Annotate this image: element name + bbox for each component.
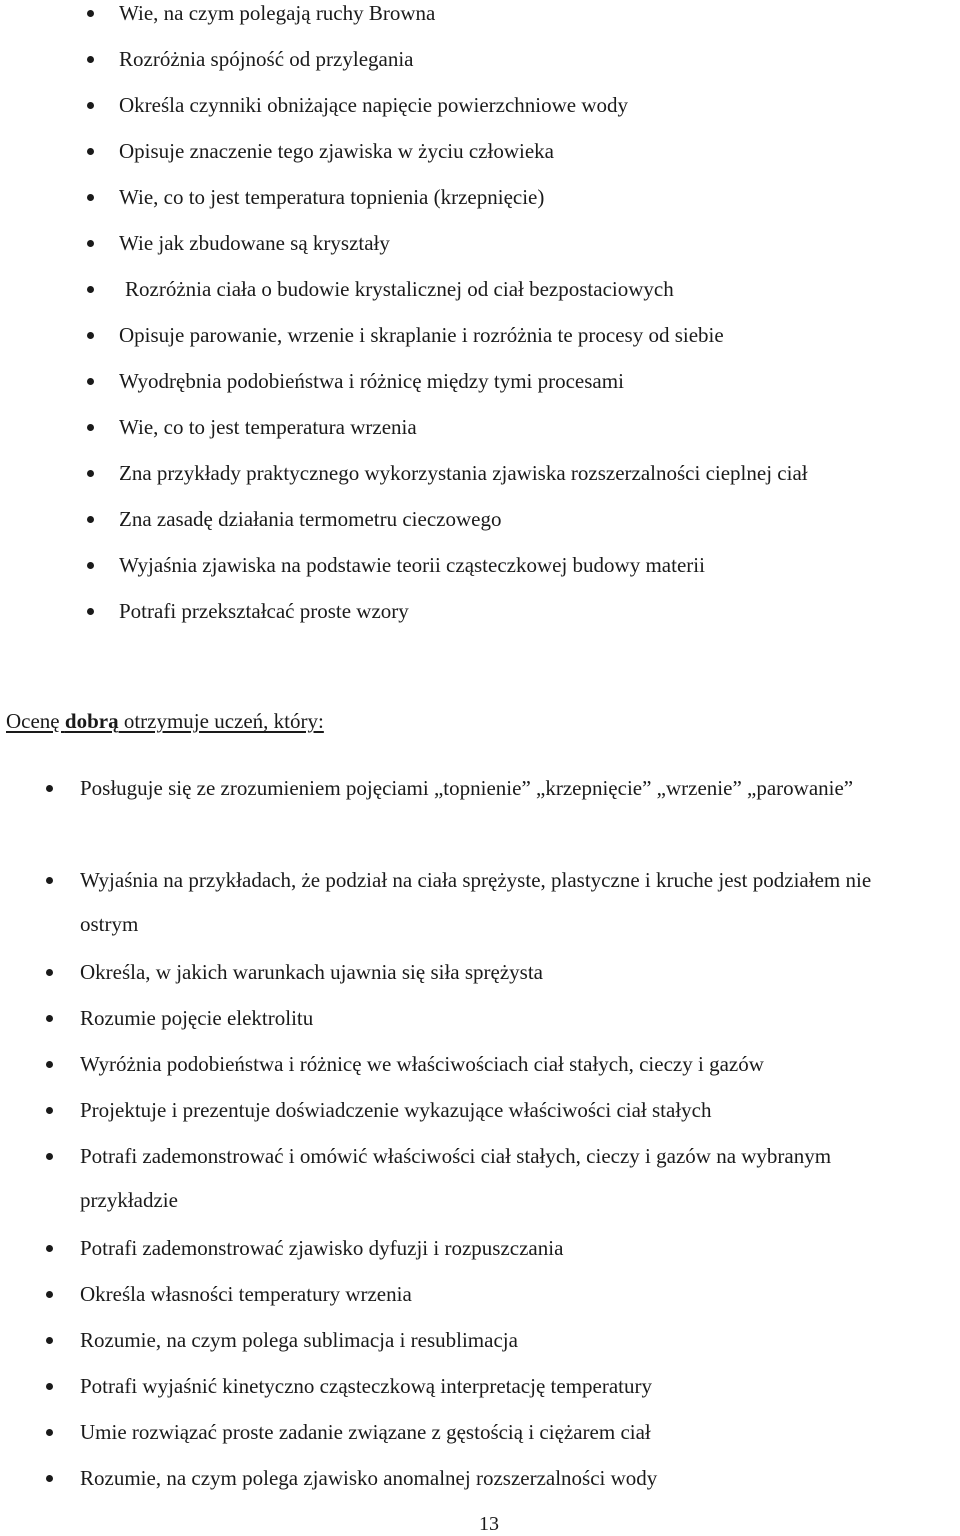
list-item-text: Wie, co to jest temperatura topnienia (krzepnięcie) (119, 185, 545, 209)
list-item-text: Wie jak zbudowane są kryształy (119, 231, 390, 255)
list-item-text: Potrafi wyjaśnić kinetyczno cząsteczkową interpretację temperatury (80, 1374, 652, 1398)
bullet-icon (87, 10, 94, 17)
bullet-icon (87, 470, 94, 477)
list-item-text: Wyjaśnia zjawiska na podstawie teorii cząsteczkowej budowy materii (119, 553, 705, 577)
list-item-text: Wie, na czym polegają ruchy Browna (119, 1, 436, 25)
list-item-text: Opisuje znaczenie tego zjawiska w życiu człowieka (119, 139, 554, 163)
bullet-icon (87, 102, 94, 109)
bullet-icon (87, 378, 94, 385)
bullet-icon (46, 1245, 53, 1252)
bullet-icon (46, 785, 53, 792)
bullet-icon (46, 1291, 53, 1298)
bullet-icon (87, 516, 94, 523)
list-item-text: Rozumie, na czym polega zjawisko anomalnej rozszerzalności wody (80, 1466, 658, 1490)
heading-prefix: Ocenę (6, 709, 65, 733)
heading-suffix: otrzymuje uczeń, który: (118, 709, 324, 733)
list-item-text: Wyodrębnia podobieństwa i różnicę między tymi procesami (119, 369, 624, 393)
bullet-icon (87, 56, 94, 63)
bullet-icon (46, 1429, 53, 1436)
list-item-text: Zna przykłady praktycznego wykorzystania zjawiska rozszerzalności cieplnej ciał (119, 461, 808, 485)
list-item-text: Określa, w jakich warunkach ujawnia się siła sprężysta (80, 960, 544, 984)
list-item-text: Umie rozwiązać proste zadanie związane z gęstością i ciężarem ciał (80, 1420, 651, 1444)
list-item-text: Wyjaśnia na przykładach, że podział na ciała sprężyste, plastyczne i kruche jest podziałem nie ostrym (80, 868, 872, 936)
list-item-text: Wie, co to jest temperatura wrzenia (119, 415, 417, 439)
bullet-icon (87, 424, 94, 431)
bullet-icon (87, 332, 94, 339)
grade-label: dobrą (64, 709, 119, 733)
bullet-icon (46, 877, 53, 884)
bullet-icon (46, 1107, 53, 1114)
list-item-text: Rozróżnia spójność od przylegania (119, 47, 414, 71)
bullet-icon (46, 1015, 53, 1022)
bullet-icon (87, 608, 94, 615)
list-item-text: Opisuje parowanie, wrzenie i skraplanie i rozróżnia te procesy od siebie (119, 323, 724, 347)
list-item-text: Określa czynniki obniżające napięcie powierzchniowe wody (119, 93, 629, 117)
list-item-text: Potrafi zademonstrować zjawisko dyfuzji i rozpuszczania (80, 1236, 564, 1260)
bullet-icon (87, 194, 94, 201)
bullet-icon (87, 562, 94, 569)
bullet-icon (46, 969, 53, 976)
list-item-text: Rozróżnia ciała o budowie krystalicznej od ciał bezpostaciowych (125, 277, 674, 301)
section-heading (6, 707, 324, 735)
bullet-icon (46, 1383, 53, 1390)
list-item-text: Wyróżnia podobieństwa i różnicę we właściwościach ciał stałych, cieczy i gazów (80, 1052, 764, 1076)
list-item-text: Posługuje się ze zrozumieniem pojęciami „topnienie” „krzepnięcie” „wrzenie” „parowanie” (80, 776, 854, 800)
list-item-text: Projektuje i prezentuje doświadczenie wykazujące właściwości ciał stałych (80, 1098, 712, 1122)
list-item-text: Rozumie, na czym polega sublimacja i resublimacja (80, 1328, 518, 1352)
list-item-text: Potrafi przekształcać proste wzory (119, 599, 409, 623)
bullet-icon (87, 148, 94, 155)
bullet-icon (46, 1337, 53, 1344)
bullet-icon (46, 1061, 53, 1068)
list-item-text: Potrafi zademonstrować i omówić właściwości ciał stałych, cieczy i gazów na wybranym przykładzie (80, 1144, 832, 1212)
list-item-text: Rozumie pojęcie elektrolitu (80, 1006, 314, 1030)
bullet-icon (87, 240, 94, 247)
list-item-text: Określa własności temperatury wrzenia (80, 1282, 412, 1306)
bullet-icon (87, 286, 94, 293)
page-number: 13 (479, 1513, 499, 1535)
list-item-text: Zna zasadę działania termometru cieczowego (119, 507, 502, 531)
bullet-icon (46, 1475, 53, 1482)
bullet-icon (46, 1153, 53, 1160)
